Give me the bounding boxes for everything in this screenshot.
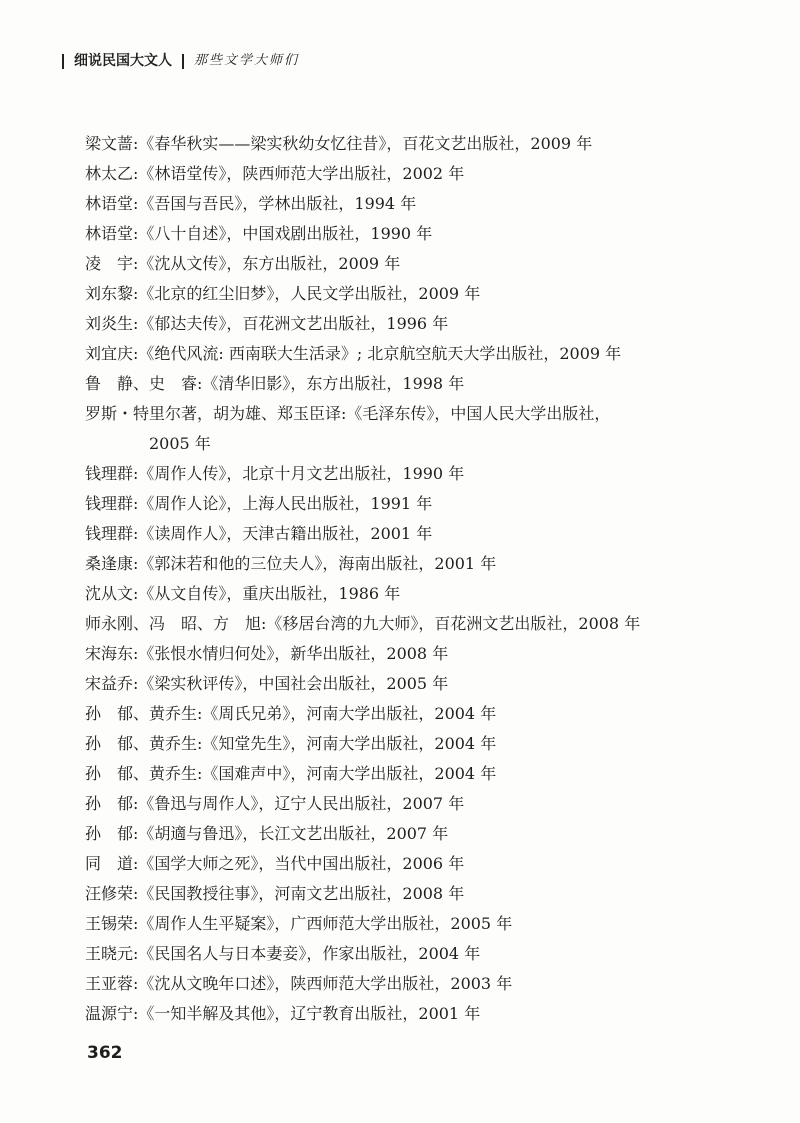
header-divider xyxy=(182,54,184,69)
entry-text: 同 道:《国学大师之死》，当代中国出版社，2006 年 xyxy=(85,854,465,873)
entry-text: 梁文蔷:《春华秋实——梁实秋幼女忆往昔》，百花文艺出版社，2009 年 xyxy=(85,134,593,153)
entry-text: 王晓元:《民国名人与日本妻妾》，作家出版社，2004 年 xyxy=(85,944,481,963)
bibliography-entry xyxy=(85,699,745,729)
entry-text: 林太乙:《林语堂传》，陕西师范大学出版社，2002 年 xyxy=(85,164,465,183)
header-divider xyxy=(62,54,64,69)
bibliography-entry xyxy=(85,909,745,939)
bibliography-entry xyxy=(85,789,745,819)
entry-text: 桑逢康:《郭沫若和他的三位夫人》，海南出版社，2001 年 xyxy=(85,554,497,573)
entry-continuation: 2005 年 xyxy=(149,434,211,453)
section-title: 那些文学大师们 xyxy=(194,53,300,68)
bibliography-entry xyxy=(85,969,745,999)
entry-text: 沈从文:《从文自传》，重庆出版社，1986 年 xyxy=(85,584,401,603)
book-title: 细说民国大文人 xyxy=(74,53,172,69)
bibliography-entry xyxy=(85,279,745,309)
bibliography-entry xyxy=(85,879,745,909)
entry-text: 孙 郁、黄乔生:《知堂先生》，河南大学出版社，2004 年 xyxy=(85,734,497,753)
running-header xyxy=(62,52,299,70)
bibliography-entry xyxy=(85,579,745,609)
entry-text: 王锡荣:《周作人生平疑案》，广西师范大学出版社，2005 年 xyxy=(85,914,513,933)
bibliography-entry xyxy=(85,249,745,279)
entry-text: 孙 郁:《鲁迅与周作人》，辽宁人民出版社，2007 年 xyxy=(85,794,465,813)
entry-text: 鲁 静、史 睿:《清华旧影》，东方出版社，1998 年 xyxy=(85,374,465,393)
entry-text: 钱理群:《读周作人》，天津古籍出版社，2001 年 xyxy=(85,524,433,543)
bibliography-entry xyxy=(85,639,745,669)
entry-text: 林语堂:《八十自述》，中国戏剧出版社，1990 年 xyxy=(85,224,433,243)
bibliography-entry xyxy=(85,759,745,789)
entry-text: 王亚蓉:《沈从文晚年口述》，陕西师范大学出版社，2003 年 xyxy=(85,974,513,993)
bibliography-entry xyxy=(85,489,745,519)
entry-text: 刘炎生:《郁达夫传》，百花洲文艺出版社，1996 年 xyxy=(85,314,449,333)
entry-text: 孙 郁、黄乔生:《国难声中》，河南大学出版社，2004 年 xyxy=(85,764,497,783)
bibliography-entry xyxy=(85,159,745,189)
bibliography-entry xyxy=(85,819,745,849)
bibliography-entry xyxy=(85,369,745,399)
entry-text: 宋海东:《张恨水情归何处》，新华出版社，2008 年 xyxy=(85,644,449,663)
bibliography-entry xyxy=(85,939,745,969)
bibliography-entry xyxy=(85,609,745,639)
entry-text: 温源宁:《一知半解及其他》，辽宁教育出版社，2001 年 xyxy=(85,1004,481,1023)
entry-text: 凌 宇:《沈从文传》，东方出版社，2009 年 xyxy=(85,254,401,273)
bibliography-entry xyxy=(85,999,745,1029)
entry-text: 刘东黎:《北京的红尘旧梦》，人民文学出版社，2009 年 xyxy=(85,284,481,303)
bibliography-entry xyxy=(85,459,745,489)
bibliography-entry xyxy=(85,519,745,549)
entry-text: 罗斯・特里尔著，胡为雄、郑玉臣译:《毛泽东传》，中国人民大学出版社， xyxy=(85,404,611,423)
bibliography-entry xyxy=(85,549,745,579)
bibliography-entry xyxy=(85,729,745,759)
bibliography-entry xyxy=(85,339,745,369)
entry-text: 钱理群:《周作人传》，北京十月文艺出版社，1990 年 xyxy=(85,464,465,483)
entry-text: 孙 郁:《胡適与鲁迅》，长江文艺出版社，2007 年 xyxy=(85,824,449,843)
bibliography-entry xyxy=(85,849,745,879)
entry-text: 刘宜庆:《绝代风流: 西南联大生活录》; 北京航空航天大学出版社，2009 年 xyxy=(85,344,622,363)
entry-text: 钱理群:《周作人论》，上海人民出版社，1991 年 xyxy=(85,494,433,513)
bibliography-entry xyxy=(85,309,745,339)
bibliography-entry xyxy=(85,219,745,249)
entry-text: 汪修荣:《民国教授往事》，河南文艺出版社，2008 年 xyxy=(85,884,465,903)
entry-text: 师永刚、冯 昭、方 旭:《移居台湾的九大师》，百花洲文艺出版社，2008 年 xyxy=(85,614,641,633)
bibliography-entry xyxy=(85,189,745,219)
bibliography-entry xyxy=(85,399,745,459)
bibliography-entry xyxy=(85,669,745,699)
entry-text: 孙 郁、黄乔生:《周氏兄弟》，河南大学出版社，2004 年 xyxy=(85,704,497,723)
entry-text: 林语堂:《吾国与吾民》，学林出版社，1994 年 xyxy=(85,194,417,213)
page-number: 362 xyxy=(87,1043,123,1063)
bibliography-list xyxy=(85,129,745,1029)
bibliography-entry xyxy=(85,129,745,159)
entry-text: 宋益乔:《梁实秋评传》，中国社会出版社，2005 年 xyxy=(85,674,449,693)
